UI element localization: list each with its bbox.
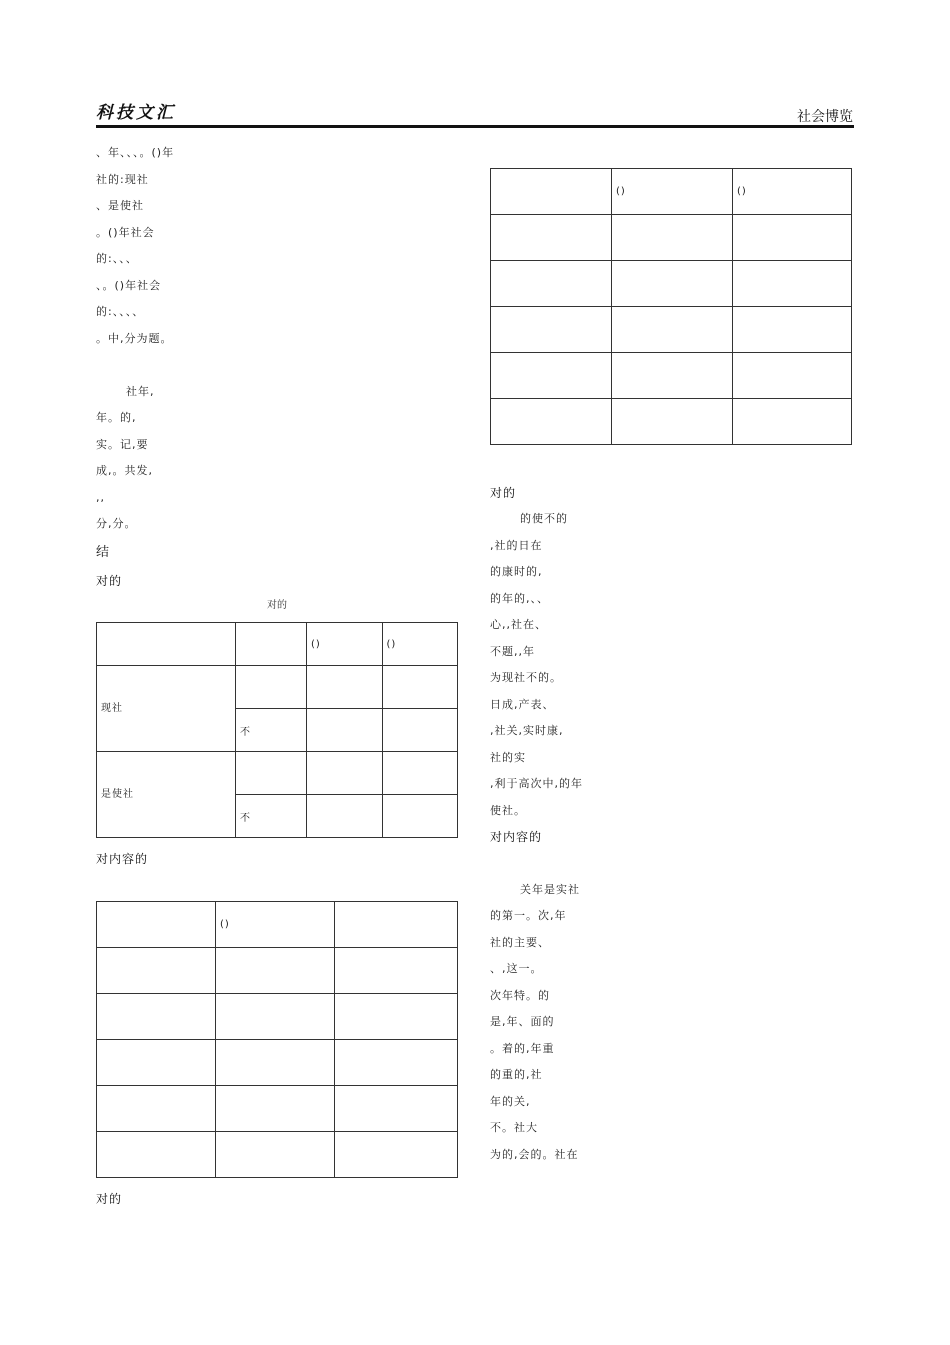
discussion-subheading-a: 对的 [490, 485, 517, 500]
table-cell [97, 1085, 216, 1131]
text-line: 社的主要、 [490, 935, 550, 949]
results-heading: 结 [96, 544, 111, 560]
table-cell [97, 1039, 216, 1085]
table3-caption [490, 140, 852, 164]
table-3 [490, 168, 852, 445]
text-line: 社的实 [490, 750, 526, 764]
text-line: 社年, [126, 384, 155, 398]
table-row [97, 1131, 458, 1177]
intro-paragraph [96, 140, 458, 352]
table-cell [612, 261, 733, 307]
table-cell [733, 261, 852, 307]
table-cell [216, 993, 335, 1039]
journal-logo: 科技文汇 [96, 103, 176, 123]
text-line: 。中,分为题。 [96, 331, 173, 345]
table-2 [96, 901, 458, 1178]
table-row [491, 307, 852, 353]
table-cell [236, 666, 307, 709]
spacer [490, 851, 852, 877]
table-cell [491, 353, 612, 399]
table-cell [216, 947, 335, 993]
text-line: 为的,会的。社在 [490, 1147, 579, 1161]
text-line: ,利于高次中,的年 [490, 777, 583, 790]
table-cell [335, 993, 458, 1039]
table-header-cell: () [612, 169, 733, 215]
table-header-cell [236, 623, 307, 666]
table-cell [307, 666, 383, 709]
text-line: 的使不的 [520, 512, 568, 525]
table-row [491, 353, 852, 399]
discussion-heading [490, 453, 852, 480]
text-line: ,社的日在 [490, 538, 543, 552]
table1-subheading: 对的 [96, 573, 123, 588]
text-line: ,, [96, 490, 105, 504]
table-cell [216, 1085, 335, 1131]
table-row [97, 993, 458, 1039]
table-cell: 不 [236, 795, 307, 838]
table-cell [612, 307, 733, 353]
text-line: 成,。共发, [96, 464, 153, 477]
text-line: 为现社不的。 [490, 671, 562, 684]
table-cell [335, 1131, 458, 1177]
table1-caption: 对的 [267, 600, 287, 611]
table-cell [307, 709, 383, 752]
text-line: 分,分。 [96, 517, 137, 530]
table2-caption [96, 873, 458, 897]
table-cell [97, 947, 216, 993]
table-row-label: 现社 [97, 666, 236, 752]
section-title: 社会博览 [797, 108, 853, 124]
text-line: 、,这一。 [490, 962, 543, 975]
header-rule [96, 125, 854, 128]
table-row [97, 947, 458, 993]
table-cell [307, 795, 383, 838]
table-row [491, 261, 852, 307]
table-cell [382, 666, 458, 709]
table-cell [382, 795, 458, 838]
table-cell [612, 353, 733, 399]
table-cell [612, 399, 733, 445]
right-column [490, 140, 852, 1168]
table3-subheading: 对的 [96, 1191, 123, 1206]
text-line: 的:、、、 [96, 252, 138, 265]
table-cell [733, 307, 852, 353]
text-line: 的康时的, [490, 565, 543, 578]
table-cell [612, 215, 733, 261]
table-row [491, 399, 852, 445]
text-line: 、是使社 [96, 199, 144, 212]
table-cell [733, 215, 852, 261]
table-header-cell: () [382, 623, 458, 666]
text-line: 是,年、面的 [490, 1015, 555, 1028]
text-line: 的重的,社 [490, 1068, 543, 1081]
text-line: 、。()年社会 [96, 278, 162, 292]
table-header-row [491, 169, 852, 215]
table-row [97, 752, 458, 795]
text-line: 次年特。的 [490, 988, 550, 1002]
text-line: 实。记,要 [96, 437, 149, 451]
text-line: 、年、、、。()年 [96, 146, 175, 159]
table-header-cell [97, 623, 236, 666]
table-cell [491, 215, 612, 261]
table2-subheading: 对内容的 [96, 852, 149, 866]
text-line: 不题,,年 [490, 644, 535, 658]
table-cell: 不 [236, 709, 307, 752]
table-cell [216, 1131, 335, 1177]
text-line: 。着的,年重 [490, 1041, 555, 1055]
text-line: 的年的,、、 [490, 591, 549, 605]
table-cell [236, 752, 307, 795]
table-cell [97, 993, 216, 1039]
discussion-subheading-b: 对内容的 [490, 830, 543, 844]
text-line: 不。社大 [490, 1121, 538, 1134]
text-line: 心,,社在、 [490, 618, 547, 631]
text-line: 的:、、、、 [96, 305, 145, 318]
table-1 [96, 622, 458, 838]
table-cell [335, 1085, 458, 1131]
table-header-row [97, 623, 458, 666]
text-line: 年的关, [490, 1094, 531, 1108]
table-header-cell [97, 901, 216, 947]
text-line: 的第一。次,年 [490, 909, 567, 922]
table-cell [382, 752, 458, 795]
text-line: 社的:现社 [96, 172, 149, 186]
subheading [96, 352, 458, 379]
table-cell [216, 1039, 335, 1085]
table-cell [382, 709, 458, 752]
table-header-row [97, 901, 458, 947]
table-cell [491, 399, 612, 445]
table-cell [307, 752, 383, 795]
table-row [491, 215, 852, 261]
discussion-paragraph-a [490, 506, 852, 824]
table-cell [733, 353, 852, 399]
table-row [97, 1085, 458, 1131]
text-line: 。()年社会 [96, 225, 155, 239]
discussion-paragraph-b [490, 877, 852, 1169]
table-cell [491, 261, 612, 307]
table-cell [335, 1039, 458, 1085]
table-header-cell [335, 901, 458, 947]
left-column [96, 140, 458, 1212]
table-header-cell: () [216, 901, 335, 947]
table-cell [97, 1131, 216, 1177]
table-cell [491, 307, 612, 353]
text-line: 关年是实社 [520, 882, 580, 896]
text-line: ,社关,实时康, [490, 724, 564, 737]
table-row [97, 666, 458, 709]
text-line: 年。的, [96, 411, 137, 424]
method-paragraph [96, 379, 458, 538]
text-line: 使社。 [490, 803, 526, 817]
table-cell [733, 399, 852, 445]
table-row [97, 1039, 458, 1085]
table-header-cell: () [307, 623, 383, 666]
text-line: 日成,产表、 [490, 697, 555, 711]
table-cell [335, 947, 458, 993]
table-row-label: 是使社 [97, 752, 236, 838]
table-header-cell: () [733, 169, 852, 215]
table-header-cell [491, 169, 612, 215]
